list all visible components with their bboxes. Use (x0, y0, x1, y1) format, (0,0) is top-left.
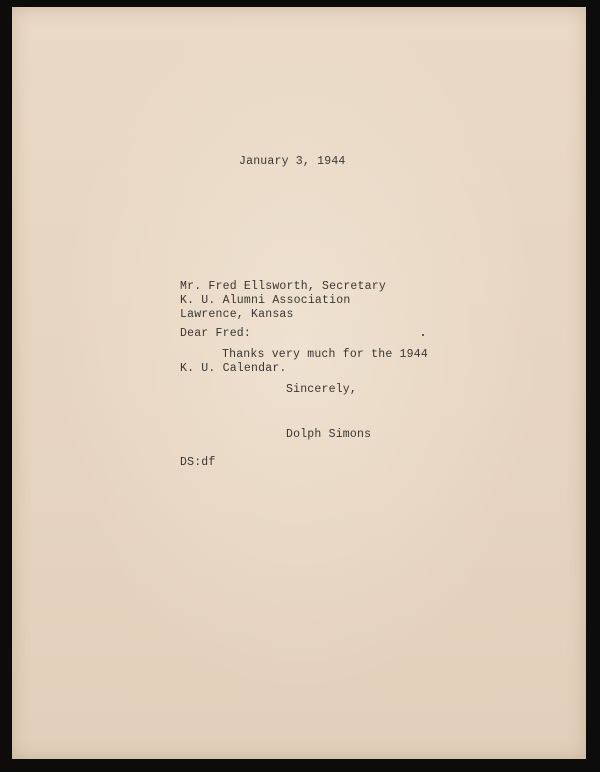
letter-date: January 3, 1944 (239, 155, 346, 168)
signature-name: Dolph Simons (286, 428, 372, 441)
recipient-line: Mr. Fred Ellsworth, Secretary (180, 280, 386, 293)
typist-initials: DS:df (180, 456, 216, 469)
paper-sheet (12, 7, 586, 759)
ink-speck (422, 334, 424, 336)
body-line: Thanks very much for the 1944 (222, 348, 428, 361)
recipient-line: Lawrence, Kansas (180, 308, 294, 321)
salutation: Dear Fred: (180, 327, 252, 340)
closing: Sincerely, (286, 383, 358, 396)
recipient-address (180, 280, 386, 322)
recipient-line: K. U. Alumni Association (180, 294, 351, 307)
body-line: K. U. Calendar. (180, 362, 287, 375)
